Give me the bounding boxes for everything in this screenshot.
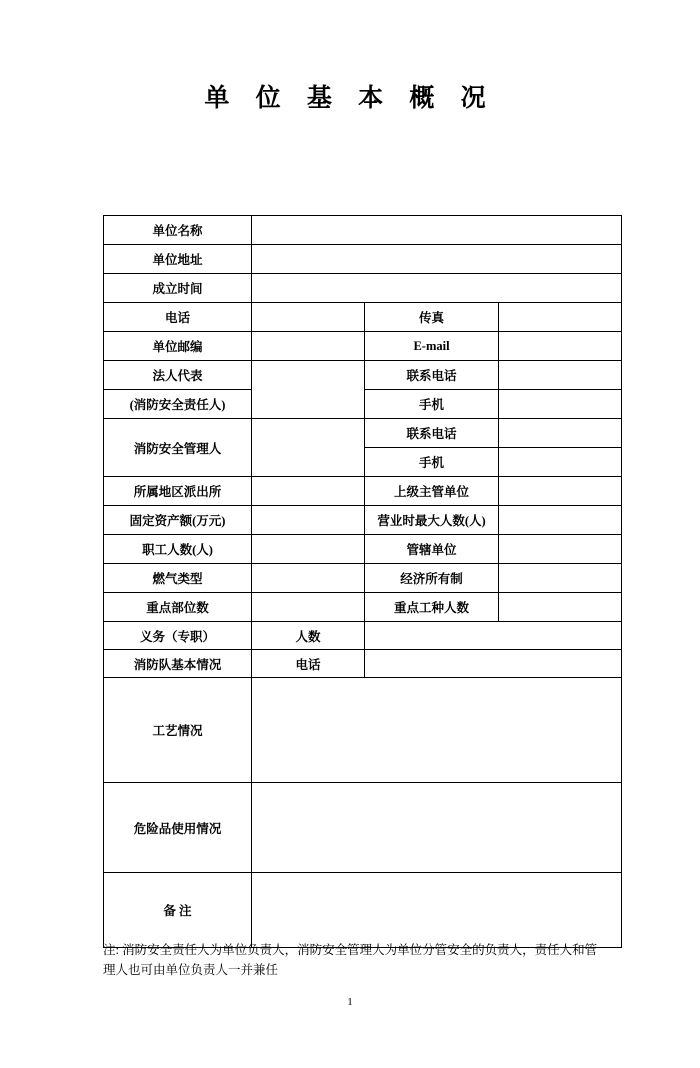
field-label-fax: 传真 xyxy=(365,303,499,332)
field-label-gas-type: 燃气类型 xyxy=(104,564,252,593)
field-value-hazmat-usage[interactable] xyxy=(252,783,622,873)
field-label-legal-contact-phone: 联系电话 xyxy=(365,361,499,390)
field-label-volunteer-team-line1: 义务（专职） xyxy=(104,622,252,650)
field-label-remarks: 备 注 xyxy=(104,873,252,948)
field-value-unit-address[interactable] xyxy=(252,245,622,274)
field-value-jurisdiction-unit[interactable] xyxy=(499,535,622,564)
table-row xyxy=(104,419,622,448)
field-label-volunteer-team-line2: 消防队基本情况 xyxy=(104,650,252,678)
unit-basic-info-table xyxy=(103,215,621,948)
table-row xyxy=(104,361,622,390)
table-row xyxy=(104,650,622,678)
field-value-fire-safety-manager[interactable] xyxy=(252,419,365,477)
document-page xyxy=(0,78,700,1068)
field-label-email: E-mail xyxy=(365,332,499,361)
field-value-legal-contact-phone[interactable] xyxy=(499,361,622,390)
field-value-legal-mobile[interactable] xyxy=(499,390,622,419)
table-row xyxy=(104,506,622,535)
field-value-manager-contact-phone[interactable] xyxy=(499,419,622,448)
field-value-local-police-station[interactable] xyxy=(252,477,365,506)
field-label-fire-safety-manager: 消防安全管理人 xyxy=(104,419,252,477)
footnote xyxy=(103,940,623,980)
table-row xyxy=(104,216,622,245)
field-label-unit-address: 单位地址 xyxy=(104,245,252,274)
field-label-unit-name: 单位名称 xyxy=(104,216,252,245)
field-label-team-phone: 电话 xyxy=(252,650,365,678)
footnote-line-2: 理人也可由单位负责人一并兼任 xyxy=(103,963,279,977)
page-title: 单 位 基 本 概 况 xyxy=(204,85,496,112)
field-value-postcode[interactable] xyxy=(252,332,365,361)
field-value-established-time[interactable] xyxy=(252,274,622,303)
field-label-ownership: 经济所有制 xyxy=(365,564,499,593)
field-label-manager-mobile: 手机 xyxy=(365,448,499,477)
field-value-unit-name[interactable] xyxy=(252,216,622,245)
table-row xyxy=(104,783,622,873)
field-value-process-situation[interactable] xyxy=(252,678,622,783)
field-value-ownership[interactable] xyxy=(499,564,622,593)
field-value-gas-type[interactable] xyxy=(252,564,365,593)
field-label-legal-mobile: 手机 xyxy=(365,390,499,419)
field-label-key-parts-count: 重点部位数 xyxy=(104,593,252,622)
field-label-key-workers-count: 重点工种人数 xyxy=(365,593,499,622)
field-value-remarks[interactable] xyxy=(252,873,622,948)
table-row xyxy=(104,303,622,332)
table-row xyxy=(104,873,622,948)
table-row xyxy=(104,332,622,361)
field-label-jurisdiction-unit: 管辖单位 xyxy=(365,535,499,564)
table-row xyxy=(104,245,622,274)
field-value-key-parts-count[interactable] xyxy=(252,593,365,622)
field-value-team-people[interactable] xyxy=(365,622,622,650)
field-label-manager-contact-phone: 联系电话 xyxy=(365,419,499,448)
field-label-hazmat-usage: 危险品使用情况 xyxy=(104,783,252,873)
field-value-max-people[interactable] xyxy=(499,506,622,535)
field-label-established-time: 成立时间 xyxy=(104,274,252,303)
field-label-fire-safety-responsible: (消防安全责任人) xyxy=(104,390,252,419)
field-value-team-phone[interactable] xyxy=(365,650,622,678)
field-label-fixed-assets: 固定资产额(万元) xyxy=(104,506,252,535)
field-label-legal-rep: 法人代表 xyxy=(104,361,252,390)
table-row xyxy=(104,535,622,564)
field-value-phone[interactable] xyxy=(252,303,365,332)
field-label-staff-count: 职工人数(人) xyxy=(104,535,252,564)
field-label-phone: 电话 xyxy=(104,303,252,332)
table-row xyxy=(104,564,622,593)
form-table xyxy=(103,215,622,948)
page-number: 1 xyxy=(347,996,353,1008)
field-value-fixed-assets[interactable] xyxy=(252,506,365,535)
field-value-key-workers-count[interactable] xyxy=(499,593,622,622)
table-row xyxy=(104,678,622,783)
field-label-max-people: 营业时最大人数(人) xyxy=(365,506,499,535)
field-label-team-people: 人数 xyxy=(252,622,365,650)
field-value-staff-count[interactable] xyxy=(252,535,365,564)
field-value-superior-unit[interactable] xyxy=(499,477,622,506)
field-value-email[interactable] xyxy=(499,332,622,361)
field-label-postcode: 单位邮编 xyxy=(104,332,252,361)
table-row xyxy=(104,622,622,650)
field-label-process-situation: 工艺情况 xyxy=(104,678,252,783)
field-value-legal-rep[interactable] xyxy=(252,361,365,419)
field-value-fax[interactable] xyxy=(499,303,622,332)
field-label-superior-unit: 上级主管单位 xyxy=(365,477,499,506)
table-row xyxy=(104,593,622,622)
table-row xyxy=(104,274,622,303)
field-value-manager-mobile[interactable] xyxy=(499,448,622,477)
footnote-line-1: 注: 消防安全责任人为单位负责人，消防安全管理人为单位分管安全的负责人，责任人和管 xyxy=(103,943,598,957)
field-label-local-police-station: 所属地区派出所 xyxy=(104,477,252,506)
table-row xyxy=(104,477,622,506)
